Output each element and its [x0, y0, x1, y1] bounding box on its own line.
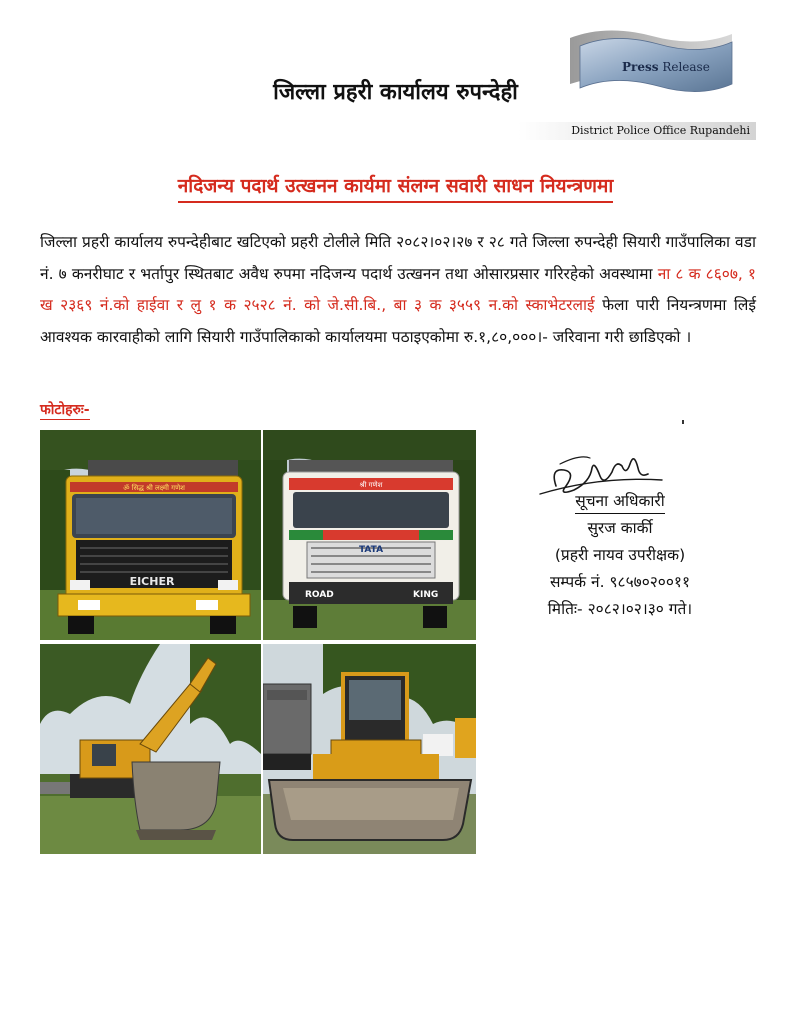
signatory-name: सुरज कार्की	[587, 519, 653, 537]
headline-text: नदिजन्य पदार्थ उत्खनन कार्यमा संलग्न सवारी साधन नियन्त्रणमा	[178, 172, 614, 203]
vehicle-numbers-highlight: ना ८ क ८६०७, १ ख २३६९ नं.को हाईवा र लु १ क २५२८ नं. को जे.सी.बि., बा ३ क ३५५९ न.को स्काभेटरलाई	[40, 264, 756, 314]
photo-tata-truck	[263, 430, 476, 640]
truck-brand-text: TATA	[358, 545, 384, 555]
office-title: जिल्ला प्रहरी कार्यालय रुपन्देही	[273, 80, 518, 105]
photo-excavator	[40, 644, 261, 854]
signatory-title: सूचना अधिकारी	[575, 489, 665, 514]
body-text-part: जिल्ला प्रहरी कार्यालय रुपन्देहीबाट खटिएको प्रहरी टोलीले मिति २०८२।०२।२७ र २८ गते जिल्ला रुपन्देही सियारी गाउँपालिका वडा नं. ७ कनरीघाट र भर्तापुर स्थितबाट अवैध रुपमा नदिजन्य पदार्थ उत्खनन तथा ओसारप्रसार गरिरहेको अवस्थामा	[40, 233, 756, 283]
signatory-rank: (प्रहरी नायव उपरीक्षक)	[554, 546, 686, 564]
signature-block	[505, 488, 735, 623]
body-text-part: फेला पारी नियन्त्रणमा लिई आवश्यक कारवाहीको लागि सियारी गाउँपालिकाको कार्यालयमा पठाइएकोमा रु.१,८०,०००।- जरिवाना गरी छाडिएको ।	[40, 296, 756, 346]
truck-brand-text: EICHER	[129, 575, 175, 588]
press-release-label: Press Release	[622, 60, 710, 74]
photo-yellow-truck	[40, 430, 261, 640]
bumper-king-text: KING	[413, 590, 439, 600]
office-english-name: District Police Office Rupandehi	[571, 124, 750, 137]
bumper-road-text: ROAD	[305, 590, 334, 600]
truck-top-text: श्री गणेश	[359, 481, 383, 489]
release-date: मितिः- २०८२।०२।३० गते।	[547, 600, 693, 618]
headline	[0, 172, 791, 203]
photo-backhoe-loader	[263, 644, 476, 854]
page-mark	[682, 420, 684, 424]
office-english-banner	[518, 122, 756, 140]
windshield-banner-text: ॐ सिद्ध श्री लक्ष्मी गणेश	[123, 484, 185, 492]
body-paragraph	[40, 227, 756, 353]
signatory-contact: सम्पर्क नं. ९८५७०२००११	[549, 573, 691, 591]
photos-label: फोटोहरुः-	[40, 402, 90, 418]
